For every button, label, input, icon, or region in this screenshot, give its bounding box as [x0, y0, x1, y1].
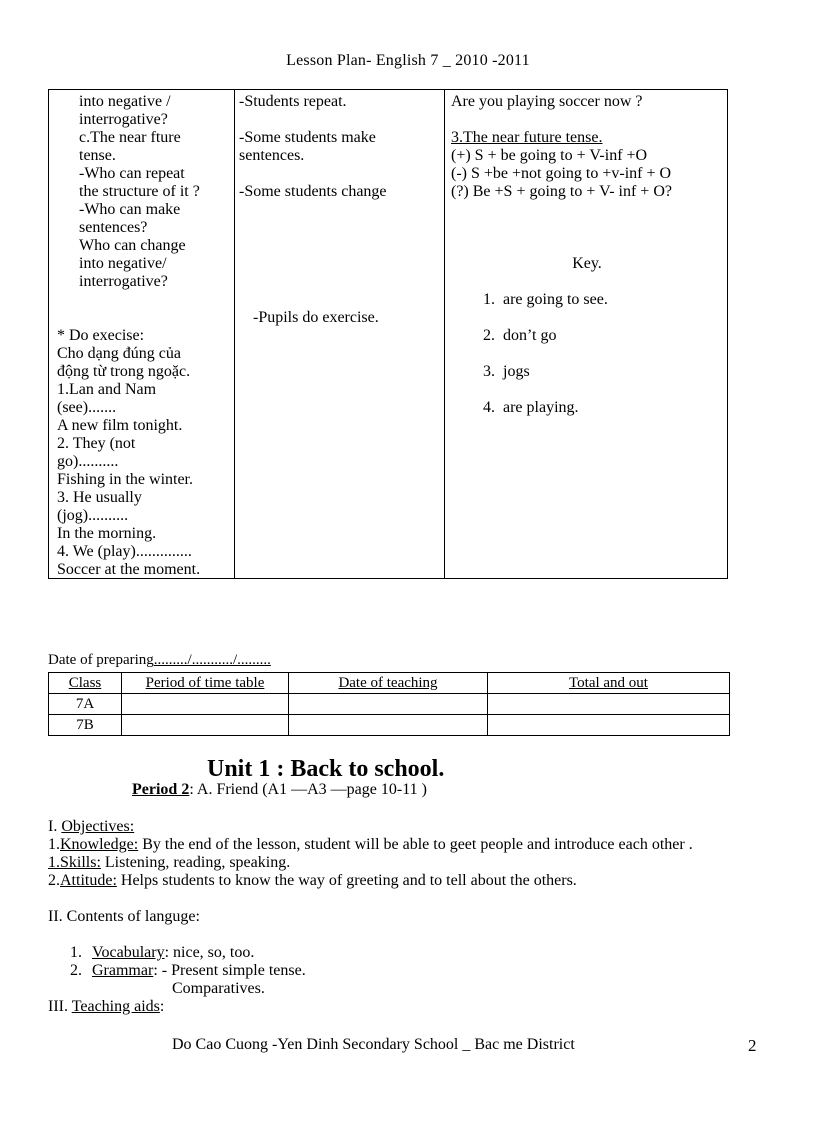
example-question: Are you playing soccer now ? [451, 93, 643, 110]
page-header: Lesson Plan- English 7 _ 2010 -2011 [286, 52, 530, 69]
teacher-activities-column [49, 90, 235, 578]
page-footer: Do Cao Cuong -Yen Dinh Secondary School _ Bac me District [172, 1036, 575, 1053]
text-line: interrogative? [79, 273, 168, 290]
text-line: 2. They (not [57, 435, 136, 452]
attitude-objective: 2.Attitude: Helps students to know the way of greeting and to tell about the others. [48, 872, 577, 889]
text-line: 4. We (play).............. [57, 543, 192, 560]
text-line: c.The near fture [79, 129, 181, 146]
column-header: Class [68, 674, 102, 691]
objectives-heading: I. Objectives: [48, 818, 135, 835]
text-line: interrogative? [79, 111, 168, 128]
contents-list [48, 944, 758, 980]
column-header: Date of teaching [338, 674, 438, 691]
table-header-row [49, 673, 730, 694]
text-line: 3. He usually [57, 489, 142, 506]
class-schedule-table [48, 672, 730, 736]
content-column [445, 90, 727, 578]
date-label: Date of preparing [48, 652, 154, 668]
column-header: Period of time table [145, 674, 265, 691]
table-cell [488, 694, 730, 715]
list-item: 4. are playing. [499, 399, 723, 417]
answer-list [451, 291, 723, 417]
text-line: -Students repeat. [239, 93, 347, 110]
teaching-aids-heading: III. Teaching aids: [48, 998, 165, 1015]
date-value: ........./.........../......... [153, 652, 271, 668]
student-activities-column [235, 90, 445, 578]
list-item: 1. Vocabulary: nice, so, too. [86, 944, 758, 962]
period-text: : A. Friend (A1 —A3 —page 10-11 ) [189, 781, 427, 798]
positive-form: (+) S + be going to + V-inf +O [451, 147, 648, 164]
negative-form: (-) S +be +not going to +v-inf + O [451, 165, 672, 182]
column-header: Total and out [569, 674, 648, 691]
interrogative-form: (?) Be +S + going to + V- inf + O? [451, 183, 672, 200]
table-cell [289, 715, 488, 736]
table-cell: 7A [49, 694, 122, 715]
page-number: 2 [748, 1036, 757, 1055]
text-line: 1.Lan and Nam [57, 381, 157, 398]
text-line: (jog).......... [57, 507, 129, 524]
list-item: 2. don’t go [499, 327, 723, 345]
period-label: Period 2 [132, 781, 190, 798]
key-title: Key. [572, 255, 602, 272]
text-line: Who can change [79, 237, 186, 254]
table-cell: 7B [49, 715, 122, 736]
text-line: into negative / [79, 93, 171, 110]
text-line: Fishing in the winter. [57, 471, 193, 488]
contents-heading: II. Contents of languge: [48, 908, 200, 925]
text-line: (see)....... [57, 399, 117, 416]
table-cell [289, 694, 488, 715]
lesson-table [48, 89, 728, 579]
text-line: Cho dạng đúng của [57, 345, 181, 362]
table-cell [488, 715, 730, 736]
period-line [132, 781, 427, 799]
tense-title: 3.The near future tense. [451, 129, 603, 146]
text-line: -Who can make [79, 201, 181, 218]
skills-objective: 1.Skills: Listening, reading, speaking. [48, 854, 291, 871]
text-line: the structure of it ? [79, 183, 200, 200]
text-line: sentences? [79, 219, 148, 236]
lesson-body [48, 818, 758, 1016]
comparatives-line: Comparatives. [172, 980, 265, 997]
text-line: go).......... [57, 453, 119, 470]
list-item: 1. are going to see. [499, 291, 723, 309]
unit-title: Unit 1 : Back to school. [207, 756, 445, 782]
text-line: -Some students change [239, 183, 387, 200]
text-line: tense. [79, 147, 116, 164]
table-cell [122, 694, 289, 715]
text-line: Soccer at the moment. [57, 561, 201, 578]
exercise-heading: * Do execise: [57, 327, 145, 344]
text-line: -Some students make [239, 129, 376, 146]
text-line: sentences. [239, 147, 305, 164]
text-line: -Pupils do exercise. [253, 309, 379, 326]
table-cell [122, 715, 289, 736]
text-line: A new film tonight. [57, 417, 183, 434]
date-of-preparing [48, 652, 271, 669]
table-row [49, 715, 730, 736]
table-row [49, 694, 730, 715]
text-line: động từ trong ngoặc. [57, 363, 191, 380]
text-line: into negative/ [79, 255, 167, 272]
text-line: In the morning. [57, 525, 157, 542]
knowledge-objective: 1.Knowledge: By the end of the lesson, student will be able to geet people and introduce each other . [48, 836, 693, 853]
list-item: 2. Grammar: - Present simple tense. [86, 962, 758, 980]
list-item: 3. jogs [499, 363, 723, 381]
text-line: -Who can repeat [79, 165, 185, 182]
